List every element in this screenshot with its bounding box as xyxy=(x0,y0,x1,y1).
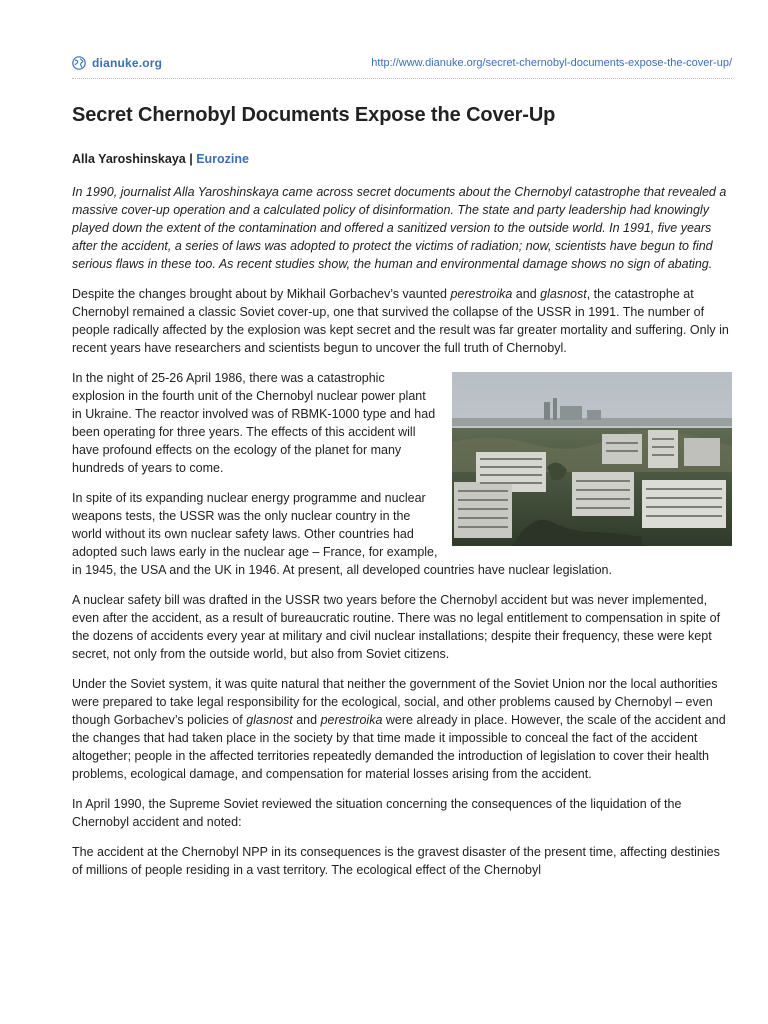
text-run: were already in place. However, the scale of the accident and the changes that had taken place in the society by that time made it impossible to conceal the fact of the accident altogether; people in the affected territories repeatedly demanded the introduction of legislation to cover their health problems, ecological damage, and compensation for material losses arising from the accident. xyxy=(72,713,726,781)
site-brand[interactable] xyxy=(72,56,162,70)
article-body xyxy=(72,183,732,891)
paragraph: A nuclear safety bill was drafted in the USSR two years before the Chernobyl accident but was never implemented, even after the accident, as a result of bureaucratic routine. There was no legal entitlement to compensation in spite of the dozens of accidents every year at military and civil nuclear installations; despite their frequency, these were kept secret, not only from the outside world, but also from Soviet citizens. xyxy=(72,593,721,661)
article-url[interactable]: http://www.dianuke.org/secret-chernobyl-documents-expose-the-cover-up/ xyxy=(371,57,732,69)
emphasis: glasnost xyxy=(246,713,293,727)
text-run: , the catastrophe at Chernobyl remained a classic Soviet cover-up, one that survived the collapse of the USSR in 1991. The number of people radically affected by the explosion was kept secret and the result was far greater mortality and suffering. Only in recent years have researchers and scientists begun to uncover the full truth of Chernobyl. xyxy=(72,287,729,355)
text-run: and xyxy=(292,713,321,727)
chernobyl-photo xyxy=(452,372,732,546)
intro-paragraph: In 1990, journalist Alla Yaroshinskaya came across secret documents about the Chernobyl catastrophe that revealed a massive cover-up operation and a calculated policy of disinformation. The state and party leadership had knowingly played down the extent of the contamination and offered a sanitized version to the outside world. In 1991, five years after the accident, a series of laws was adopted to protect the victims of radiation; now, scientists have begun to find serious flaws in these too. As recent studies show, the human and environmental damage shows no sign of abating. xyxy=(72,185,727,271)
byline xyxy=(72,152,249,166)
emphasis: glasnost xyxy=(540,287,587,301)
page-header xyxy=(72,56,732,76)
text-run: and xyxy=(512,287,541,301)
paragraph: In the night of 25-26 April 1986, there was a catastrophic explosion in the fourth unit of the Chernobyl nuclear power plant in Ukraine. The reactor involved was of RBMK-1000 type and had been operating for three years. The effects of this accident will have profound effects on the ecology of the planet for many hundreds of years to come. xyxy=(72,371,436,475)
text-run: Despite the changes brought about by Mikhail Gorbachev’s vaunted xyxy=(72,287,451,301)
emphasis: perestroika xyxy=(450,287,513,301)
header-divider xyxy=(72,78,732,79)
paragraph: The accident at the Chernobyl NPP in its consequences is the gravest disaster of the present time, affecting destinies of millions of people residing in a vast territory. The ecological effect of the Chernobyl xyxy=(72,845,720,877)
article-title: Secret Chernobyl Documents Expose the Cover-Up xyxy=(72,104,556,126)
emphasis: perestroika xyxy=(320,713,383,727)
paragraph: In April 1990, the Supreme Soviet reviewed the situation concerning the consequences of the liquidation of the Chernobyl accident and noted: xyxy=(72,797,682,829)
paragraph: In spite of its expanding nuclear energy programme and nuclear weapons tests, the USSR was the only nuclear country in the world without its own nuclear safety laws. Other countries had adopted such laws early in the nuclear age – France, for example, in 1945, the USA and the UK in 1946. At present, all developed countries have nuclear legislation. xyxy=(72,491,612,577)
author-name: Alla Yaroshinskaya xyxy=(72,152,186,166)
globe-icon xyxy=(72,56,86,70)
site-name[interactable]: dianuke.org xyxy=(92,56,163,70)
text-run: Under the Soviet system, it was quite natural that neither the government of the Soviet Union nor the local authorities were prepared to take legal responsibility for the ecological, social, and other problems caused by Chernobyl – even though Gorbachev’s policies of xyxy=(72,677,718,727)
byline-separator: | xyxy=(185,152,197,166)
paragraph xyxy=(72,285,732,357)
source-link[interactable]: Eurozine xyxy=(196,152,249,166)
paragraph xyxy=(72,675,732,783)
